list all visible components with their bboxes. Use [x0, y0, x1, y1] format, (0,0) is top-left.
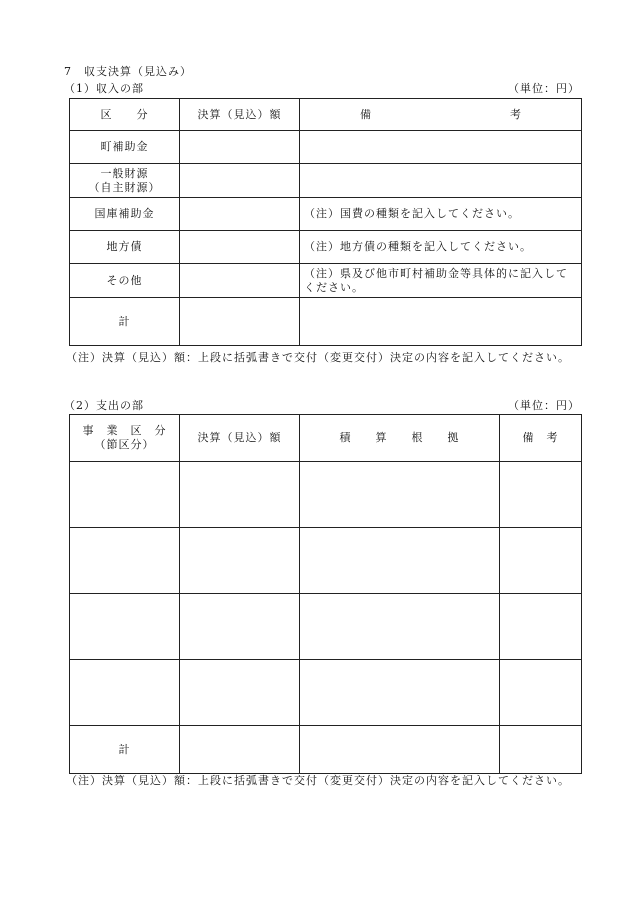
income-amount-cell[interactable]: [180, 164, 300, 198]
section-title: 7 収支決算（見込み）: [64, 65, 192, 78]
income-note-cell[interactable]: （注）地方債の種類を記入してください。: [300, 231, 582, 264]
income-row-label: その他: [70, 264, 180, 298]
expense-basis-cell[interactable]: [300, 660, 500, 726]
expense-header-category: 事 業 区 分 （節区分）: [70, 415, 180, 462]
expense-unit-label: （単位：円）: [508, 399, 580, 412]
table-row: [70, 726, 582, 774]
expense-total-amount-cell[interactable]: [180, 726, 300, 774]
expense-remarks-cell[interactable]: [500, 528, 582, 594]
income-table: [69, 98, 582, 346]
income-row-label: 町補助金: [70, 131, 180, 164]
expense-category-cell[interactable]: [70, 528, 180, 594]
income-row-label: 地方債: [70, 231, 180, 264]
income-amount-cell[interactable]: [180, 198, 300, 231]
table-row: [70, 594, 582, 660]
income-amount-cell[interactable]: [180, 131, 300, 164]
expense-basis-cell[interactable]: [300, 462, 500, 528]
expense-amount-cell[interactable]: [180, 594, 300, 660]
income-header-amount: 決算（見込）額: [180, 99, 300, 131]
income-note-cell[interactable]: [300, 131, 582, 164]
expense-remarks-cell[interactable]: [500, 660, 582, 726]
income-header-remarks: 備 考: [300, 99, 582, 131]
income-total-note-cell[interactable]: [300, 298, 582, 346]
expense-section-title: （2）支出の部: [64, 399, 144, 412]
expense-header-basis: 積 算 根 拠: [300, 415, 500, 462]
income-note-cell[interactable]: [300, 164, 582, 198]
table-row: [70, 231, 582, 264]
expense-total-basis-cell[interactable]: [300, 726, 500, 774]
expense-category-cell[interactable]: [70, 594, 180, 660]
income-note-cell[interactable]: （注）県及び他市町村補助金等具体的に記入してください。: [300, 264, 582, 298]
income-amount-cell[interactable]: [180, 264, 300, 298]
table-row: [70, 198, 582, 231]
expense-header-amount: 決算（見込）額: [180, 415, 300, 462]
table-row: [70, 264, 582, 298]
income-unit-label: （単位：円）: [508, 82, 580, 95]
table-row: [70, 298, 582, 346]
expense-total-label: 計: [70, 726, 180, 774]
expense-category-cell[interactable]: [70, 660, 180, 726]
expense-amount-cell[interactable]: [180, 660, 300, 726]
income-note-cell[interactable]: （注）国費の種類を記入してください。: [300, 198, 582, 231]
income-total-amount-cell[interactable]: [180, 298, 300, 346]
table-row: [70, 660, 582, 726]
income-header-category: 区 分: [70, 99, 180, 131]
expense-remarks-cell[interactable]: [500, 594, 582, 660]
income-footnote: （注）決算（見込）額：上段に括弧書きで交付（変更交付）決定の内容を記入してください。: [66, 351, 570, 364]
income-total-label: 計: [70, 298, 180, 346]
table-row: [70, 528, 582, 594]
expense-basis-cell[interactable]: [300, 528, 500, 594]
income-row-label: 国庫補助金: [70, 198, 180, 231]
table-row: [70, 131, 582, 164]
table-row: [70, 164, 582, 198]
expense-footnote: （注）決算（見込）額：上段に括弧書きで交付（変更交付）決定の内容を記入してください。: [66, 774, 570, 787]
expense-remarks-cell[interactable]: [500, 462, 582, 528]
expense-table: [69, 414, 582, 774]
income-row-label: 一般財源 （自主財源）: [70, 164, 180, 198]
expense-basis-cell[interactable]: [300, 594, 500, 660]
expense-amount-cell[interactable]: [180, 462, 300, 528]
expense-category-cell[interactable]: [70, 462, 180, 528]
table-row: [70, 462, 582, 528]
expense-header-row: [70, 415, 582, 462]
expense-amount-cell[interactable]: [180, 528, 300, 594]
income-header-row: [70, 99, 582, 131]
expense-total-remarks-cell[interactable]: [500, 726, 582, 774]
income-amount-cell[interactable]: [180, 231, 300, 264]
expense-header-remarks: 備 考: [500, 415, 582, 462]
income-section-title: （1）収入の部: [64, 82, 144, 95]
